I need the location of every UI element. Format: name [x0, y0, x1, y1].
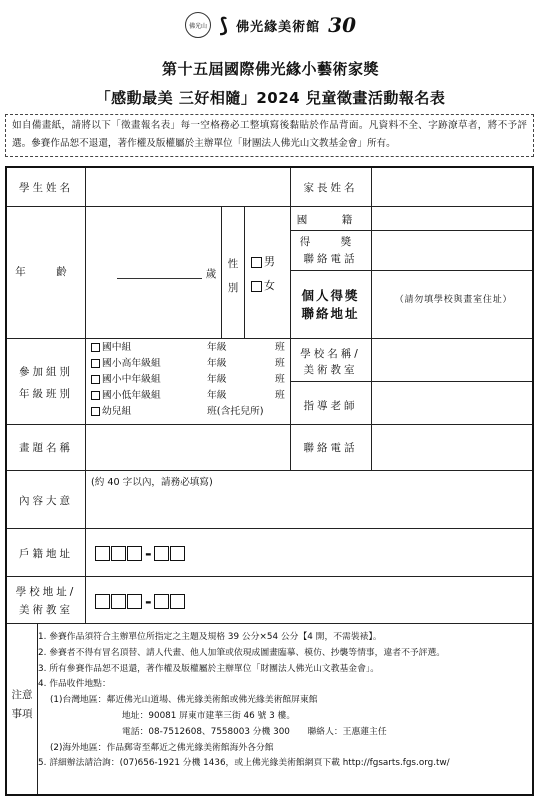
- note-4a: (1)台灣地區：鄰近佛光山道場、佛光緣美術館或佛光緣美術館屏東館: [50, 695, 318, 706]
- school-field[interactable]: [375, 342, 529, 378]
- group-label-1: 參加組別: [19, 366, 73, 378]
- group-option-elementary-senior[interactable]: 國小高年級組 年級 班: [91, 356, 291, 372]
- school-label-1: 學校名稱/: [300, 348, 361, 360]
- group-option-junior-high[interactable]: 國中組 年級 班: [91, 340, 291, 356]
- checkbox-icon[interactable]: [91, 407, 100, 416]
- intro-notice: 如自備畫紙，請將以下「徵畫報名表」每一空格務必工整填寫後黏貼於作品背面。凡資料不全、字跡潦草者，將不予評選。參賽作品恕不退還，著作權及版權屬於主辦單位「財團法人佛光山文教基金會」所有。: [5, 114, 534, 157]
- male-checkbox[interactable]: [251, 257, 262, 268]
- notes-label: 注意事項: [11, 689, 33, 720]
- anniversary-logo: 30: [328, 13, 356, 37]
- page-title: 第十五屆國際佛光緣小藝術家獎: [161, 60, 379, 78]
- painting-title-field[interactable]: [89, 428, 287, 466]
- page-subtitle: 「感動最美 三好相隨」2024 兒童徵畫活動報名表: [95, 89, 446, 107]
- content-hint: (約 40 字以內，請務必填寫): [91, 477, 213, 488]
- content-label: 內容大意: [19, 495, 73, 507]
- header-logos: [0, 10, 541, 40]
- notes-list: [38, 630, 450, 772]
- swirl-icon: ⟆: [219, 13, 229, 37]
- group-options: [91, 340, 291, 420]
- note-5: 5. 詳細辦法請洽詢：(07)656-1921 分機 1436，或上佛光緣美術館網頁下載 http://fgsarts.fgs.org.tw/: [38, 758, 450, 769]
- note-4b: (2)海外地區：作品郵寄至鄰近之佛光緣美術館海外各分館: [50, 742, 274, 753]
- gender-male-option[interactable]: 男: [251, 253, 277, 269]
- group-option-elementary-middle[interactable]: 國小中年級組 年級 班: [91, 372, 291, 388]
- age-unit: 歲: [205, 268, 217, 280]
- group-label-2: 年級班別: [19, 388, 73, 400]
- gender-female-option[interactable]: 女: [251, 277, 277, 293]
- student-name-field[interactable]: [89, 171, 287, 203]
- note-2: 2. 參賽者不得有冒名頂替、請人代畫、他人加筆或依現成圖畫臨摹、模仿、抄襲等情事，違者不予評選。: [38, 647, 446, 658]
- household-address-label: 戶籍地址: [19, 548, 73, 560]
- painting-title-label: 畫題名稱: [19, 442, 73, 454]
- winner-address-field[interactable]: [375, 308, 529, 336]
- school-postcode[interactable]: -: [95, 592, 186, 611]
- female-checkbox[interactable]: [251, 281, 262, 292]
- gender-label: 性別: [227, 258, 239, 294]
- school-address-label-2: 美術教室: [19, 604, 73, 616]
- parent-name-field[interactable]: [375, 171, 529, 203]
- age-field[interactable]: [117, 278, 202, 279]
- note-4a-address: 地址：90081 屏東市建華三街 46 號 3 樓。: [122, 710, 296, 721]
- note-3: 3. 所有參賽作品恕不退還，著作權及版權屬於主辦單位「財團法人佛光山文教基金會」。: [38, 663, 380, 674]
- parent-name-label: 家長姓名: [303, 182, 358, 194]
- winner-address-label-1: 個人得獎: [301, 288, 360, 303]
- address-note: （請勿填學校與畫室住址）: [394, 295, 513, 305]
- nationality-label: 國 籍: [296, 214, 365, 226]
- phone-field[interactable]: [375, 428, 529, 466]
- note-4a-phone: 電話：08-7512608、7558003 分機 300 聯絡人：王惠蓮主任: [122, 726, 387, 737]
- school-address-label-1: 學校地址/: [15, 586, 77, 598]
- seal-logo: 佛光山: [185, 12, 211, 38]
- phone-label: 聯絡電話: [303, 442, 358, 454]
- checkbox-icon[interactable]: [91, 343, 100, 352]
- teacher-field[interactable]: [375, 385, 529, 421]
- winner-address-label-2: 聯絡地址: [301, 306, 360, 321]
- group-option-kindergarten[interactable]: 幼兒組 班(含托兒所): [91, 404, 291, 420]
- teacher-label: 指導老師: [303, 400, 358, 412]
- household-postcode[interactable]: -: [95, 544, 186, 563]
- checkbox-icon[interactable]: [91, 391, 100, 400]
- winner-phone-label-2: 聯絡電話: [303, 253, 358, 265]
- note-4: 4. 作品收件地點：: [38, 679, 111, 690]
- age-label: 年 齡: [15, 266, 77, 278]
- winner-phone-field[interactable]: [375, 233, 529, 268]
- note-1: 1. 參賽作品須符合主辦單位所指定之主題及規格 39 公分×54 公分【4 開，不需裝裱】。: [38, 632, 382, 642]
- checkbox-icon[interactable]: [91, 359, 100, 368]
- content-field[interactable]: [89, 488, 529, 524]
- checkbox-icon[interactable]: [91, 375, 100, 384]
- group-option-elementary-junior[interactable]: 國小低年級組 年級 班: [91, 388, 291, 404]
- school-label-2: 美術教室: [303, 364, 358, 376]
- nationality-field[interactable]: [375, 209, 529, 228]
- brand-name: 佛光緣美術館: [236, 19, 321, 35]
- winner-phone-label-1: 得 獎: [299, 236, 362, 248]
- student-name-label: 學生姓名: [19, 182, 73, 194]
